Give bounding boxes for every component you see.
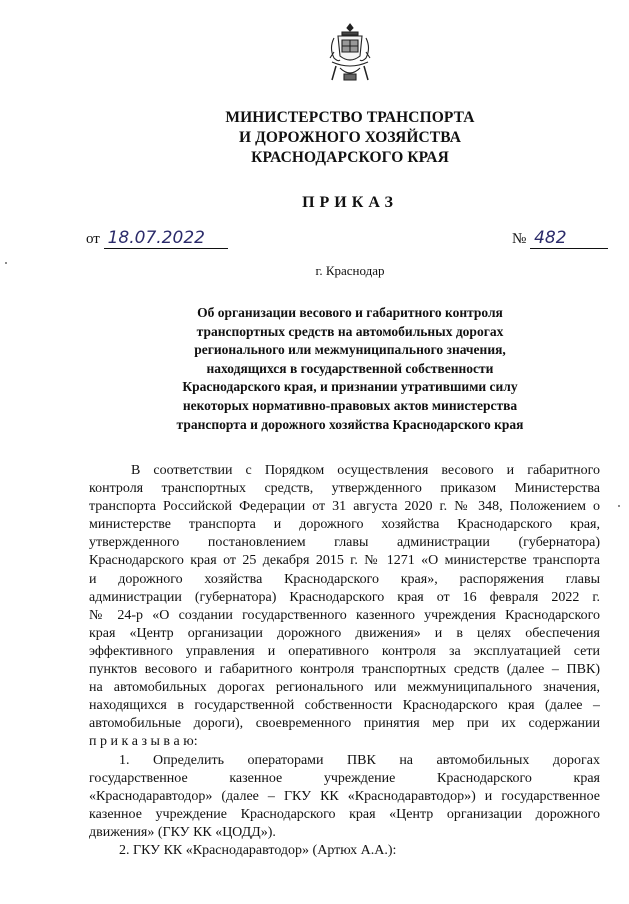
body-line: транспорта Российской Федерации от 31 августа 2020 г. № 348, Положением о [89,499,600,515]
body-line: администрации (губернатора) Краснодарского края от 16 февраля 2022 г. [89,589,600,605]
ministry-line: КРАСНОДАРСКОГО КРАЯ [251,149,449,166]
scan-speck [5,262,7,264]
title-line: находящихся в государственной собственности [206,360,494,376]
body-line: Краснодарского края от 25 декабря 2015 г. № 1271 «О министерстве транспорта [89,553,600,569]
title-line: Краснодарского края, и признании утратившими силу [182,379,518,395]
ministry-name [120,108,580,168]
body-line: казенное учреждение Краснодарского края «Центр организации дорожного [89,806,600,822]
body-line: государственное казенное учреждение Краснодарского края [89,770,600,786]
body-line: утвержденного постановлением главы администрации (губернатора) [89,535,600,551]
title-line: регионального или межмуниципального значения, [194,342,506,358]
body-line: контроля транспортных средств, утвержденного приказом Министерства [89,481,600,497]
document-title [120,304,580,434]
body-line-item-1: 1. Определить операторами ПВК на автомобильных дорогах [119,752,600,768]
title-line: транспорта и дорожного хозяйства Краснодарского края [176,416,524,432]
body-line: края «Центр организации дорожного движения» и в целях обеспечения [89,625,600,641]
body-line: на автомобильных дорогах регионального или межмуниципального значения, [89,680,600,696]
scan-speck [618,505,620,507]
city: г. Краснодар [315,263,385,278]
order-date-row [86,228,228,249]
body-line: эффективного управления и оперативного контроля за эксплуатацией сети [89,643,600,659]
order-number-row [512,228,608,249]
date-prefix: от [86,231,100,247]
coat-of-arms-icon [328,22,372,84]
order-title: ПРИКАЗ [302,194,398,211]
title-line: транспортных средств на автомобильных дорогах [196,323,504,339]
body-line: министерстве транспорта и дорожного хозяйства Краснодарского края, [89,517,600,533]
order-date: 18.07.2022 [104,228,228,249]
body-line: находящихся в государственной собственности Краснодарского края (далее – [89,698,600,714]
body-line: автомобильные дороги), своевременного принятия мер при их содержании [89,716,600,732]
body-line: В соответствии с Порядком осуществления весового и габаритного [131,463,600,478]
title-line: Об организации весового и габаритного контроля [197,305,503,320]
title-line: некоторых нормативно-правовых актов министерства [182,397,518,413]
number-prefix: № [512,231,527,247]
body-line: пунктов весового и габаритного контроля транспортных средств (далее – ПВК) [89,662,600,678]
order-number: 482 [530,228,608,249]
body-line-item-2: 2. ГКУ КК «Краснодаравтодор» (Артюх А.А.): [119,842,397,858]
ministry-line: И ДОРОЖНОГО ХОЗЯЙСТВА [238,129,462,146]
body-line-order-verb: п р и к а з ы в а ю: [89,734,198,750]
body-line: № 24-р «О создании государственного казенного учреждения Краснодарского [89,607,600,623]
ministry-line: МИНИСТЕРСТВО ТРАНСПОРТА [225,109,475,126]
body-line: и дорожного хозяйства Краснодарского края», распоряжения главы [89,571,600,587]
body-line: движения» (ГКУ КК «ЦОДД»). [89,824,276,840]
body-line: «Краснодаравтодор» (далее – ГКУ КК «Краснодаравтодор») и государственное [89,788,600,804]
body-text [89,462,600,860]
